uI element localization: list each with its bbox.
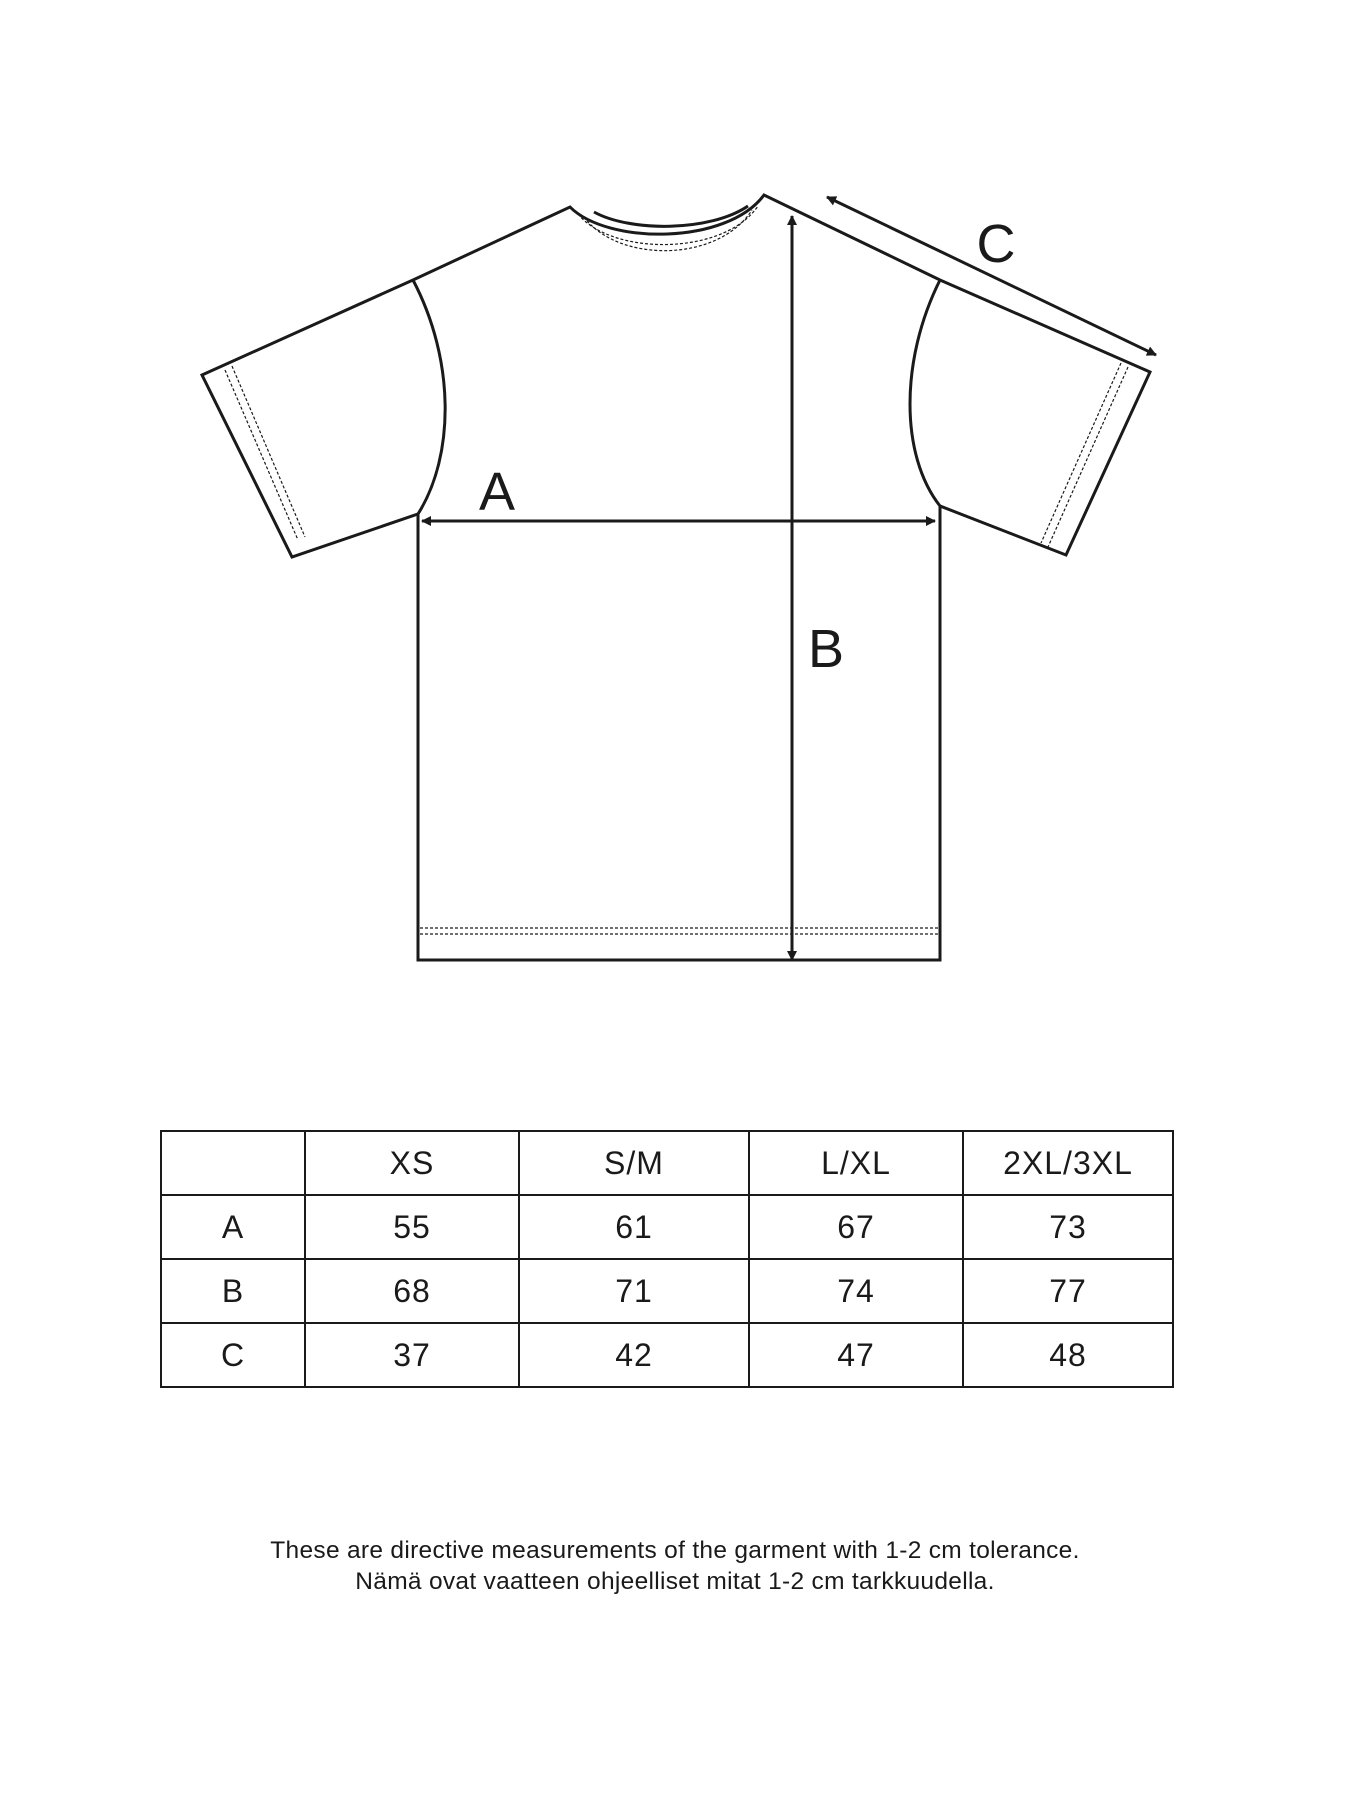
header-cell-empty bbox=[161, 1131, 305, 1195]
table-cell: 77 bbox=[963, 1259, 1173, 1323]
table-cell: 55 bbox=[305, 1195, 519, 1259]
table-cell: 73 bbox=[963, 1195, 1173, 1259]
label-b: B bbox=[807, 619, 845, 679]
row-label: C bbox=[161, 1323, 305, 1387]
table-cell: 74 bbox=[749, 1259, 963, 1323]
size-table bbox=[160, 1130, 1174, 1388]
table-cell: 48 bbox=[963, 1323, 1173, 1387]
row-label: A bbox=[161, 1195, 305, 1259]
label-a: A bbox=[478, 462, 516, 522]
measurement-notes bbox=[0, 1535, 1350, 1597]
table-header-row bbox=[161, 1131, 1173, 1195]
table-cell: 47 bbox=[749, 1323, 963, 1387]
table-row bbox=[161, 1195, 1173, 1259]
header-cell-xs: XS bbox=[305, 1131, 519, 1195]
table-row bbox=[161, 1323, 1173, 1387]
table-row bbox=[161, 1259, 1173, 1323]
note-line-finnish: Nämä ovat vaatteen ohjeelliset mitat 1-2 cm tarkkuudella. bbox=[355, 1568, 995, 1595]
header-cell-2xl3xl: 2XL/3XL bbox=[963, 1131, 1173, 1195]
table-cell: 68 bbox=[305, 1259, 519, 1323]
note-line-english: These are directive measurements of the garment with 1-2 cm tolerance. bbox=[270, 1537, 1080, 1564]
stitching bbox=[225, 206, 1128, 934]
tshirt-outline bbox=[202, 195, 1150, 960]
table-cell: 67 bbox=[749, 1195, 963, 1259]
table-cell: 71 bbox=[519, 1259, 749, 1323]
row-label: B bbox=[161, 1259, 305, 1323]
table-cell: 37 bbox=[305, 1323, 519, 1387]
header-cell-sm: S/M bbox=[519, 1131, 749, 1195]
measure-arrows bbox=[422, 197, 1156, 960]
table-cell: 61 bbox=[519, 1195, 749, 1259]
header-cell-lxl: L/XL bbox=[749, 1131, 963, 1195]
label-c: C bbox=[976, 214, 1016, 274]
table-cell: 42 bbox=[519, 1323, 749, 1387]
